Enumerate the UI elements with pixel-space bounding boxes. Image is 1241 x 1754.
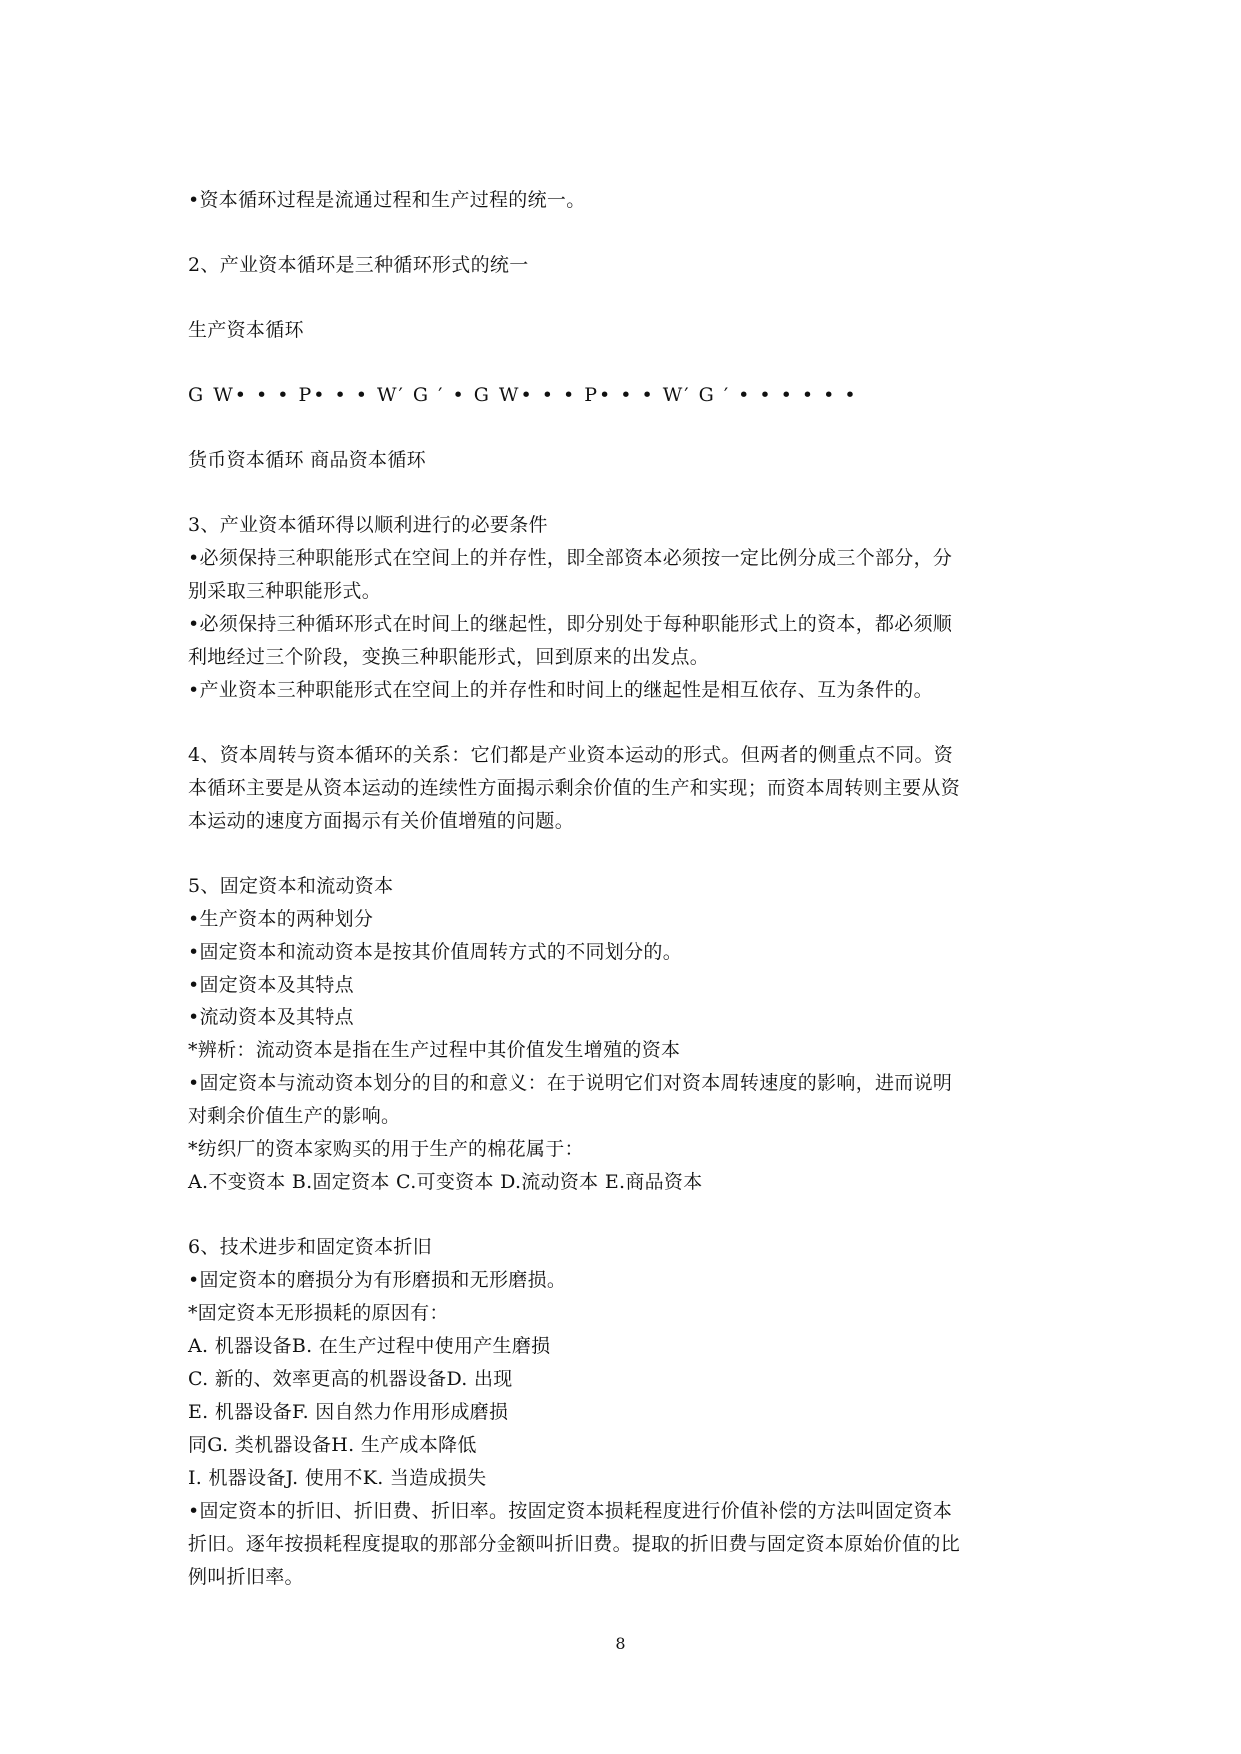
bullet-line: •流动资本及其特点 bbox=[188, 1006, 354, 1028]
text-line: 对剩余价值生产的影响。 bbox=[188, 1105, 401, 1127]
section-heading-3: 3、产业资本循环得以顺利进行的必要条件 bbox=[188, 514, 548, 536]
text-line: 别采取三种职能形式。 bbox=[188, 580, 382, 602]
text-line: *纺织厂的资本家购买的用于生产的棉花属于： bbox=[188, 1138, 584, 1160]
bullet-line: •必须保持三种职能形式在空间上的并存性，即全部资本必须按一定比例分成三个部分，分 bbox=[188, 547, 953, 569]
text-line: *固定资本无形损耗的原因有： bbox=[188, 1302, 449, 1324]
text-line: 利地经过三个阶段，变换三种职能形式，回到原来的出发点。 bbox=[188, 646, 710, 668]
section-heading-5: 5、固定资本和流动资本 bbox=[188, 875, 394, 897]
section-heading-4: 4、资本周转与资本循环的关系：它们都是产业资本运动的形式。但两者的侧重点不同。资 bbox=[188, 744, 954, 766]
text-line: 本运动的速度方面揭示有关价值增殖的问题。 bbox=[188, 810, 575, 832]
bullet-line: •固定资本的磨损分为有形磨损和无形磨损。 bbox=[188, 1269, 567, 1291]
bullet-line: •固定资本的折旧、折旧费、折旧率。按固定资本损耗程度进行价值补偿的方法叫固定资本 bbox=[188, 1500, 953, 1522]
text-line: 折旧。逐年按损耗程度提取的那部分金额叫折旧费。提取的折旧费与固定资本原始价值的比 bbox=[188, 1533, 961, 1555]
bullet-line: •生产资本的两种划分 bbox=[188, 908, 374, 930]
section-heading-2: 2、产业资本循环是三种循环形式的统一 bbox=[188, 254, 529, 276]
answer-options: I. 机器设备J. 使用不K. 当造成损失 bbox=[188, 1467, 487, 1489]
bullet-line: •产业资本三种职能形式在空间上的并存性和时间上的继起性是相互依存、互为条件的。 bbox=[188, 679, 933, 701]
page-number: 8 bbox=[615, 1634, 626, 1653]
text-line: 例叫折旧率。 bbox=[188, 1566, 304, 1588]
text-line: *辨析：流动资本是指在生产过程中其价值发生增殖的资本 bbox=[188, 1039, 681, 1061]
section-heading-6: 6、技术进步和固定资本折旧 bbox=[188, 1236, 432, 1258]
text-line: 本循环主要是从资本运动的连续性方面揭示剩余价值的生产和实现；而资本周转则主要从资 bbox=[188, 777, 961, 799]
circuit-formula: G W• • • P• • • W′ G ′ • G W• • • P• • • W′ G ′ • • • • • • bbox=[188, 384, 858, 406]
bullet-line: •固定资本与流动资本划分的目的和意义：在于说明它们对资本周转速度的影响，进而说明 bbox=[188, 1072, 953, 1094]
answer-options: C. 新的、效率更高的机器设备D. 出现 bbox=[188, 1368, 513, 1390]
bullet-line: •资本循环过程是流通过程和生产过程的统一。 bbox=[188, 189, 586, 211]
bullet-line: •固定资本及其特点 bbox=[188, 974, 354, 996]
answer-options: 同G. 类机器设备H. 生产成本降低 bbox=[188, 1434, 477, 1456]
text-line: 货币资本循环 商品资本循环 bbox=[188, 449, 426, 471]
bullet-line: •固定资本和流动资本是按其价值周转方式的不同划分的。 bbox=[188, 941, 683, 963]
answer-options: A.不变资本 B.固定资本 C.可变资本 D.流动资本 E.商品资本 bbox=[188, 1171, 703, 1193]
answer-options: E. 机器设备F. 因自然力作用形成磨损 bbox=[188, 1401, 509, 1423]
bullet-line: •必须保持三种循环形式在时间上的继起性，即分别处于每种职能形式上的资本，都必须顺 bbox=[188, 613, 953, 635]
text-line: 生产资本循环 bbox=[188, 319, 304, 341]
answer-options: A. 机器设备B. 在生产过程中使用产生磨损 bbox=[188, 1335, 551, 1357]
